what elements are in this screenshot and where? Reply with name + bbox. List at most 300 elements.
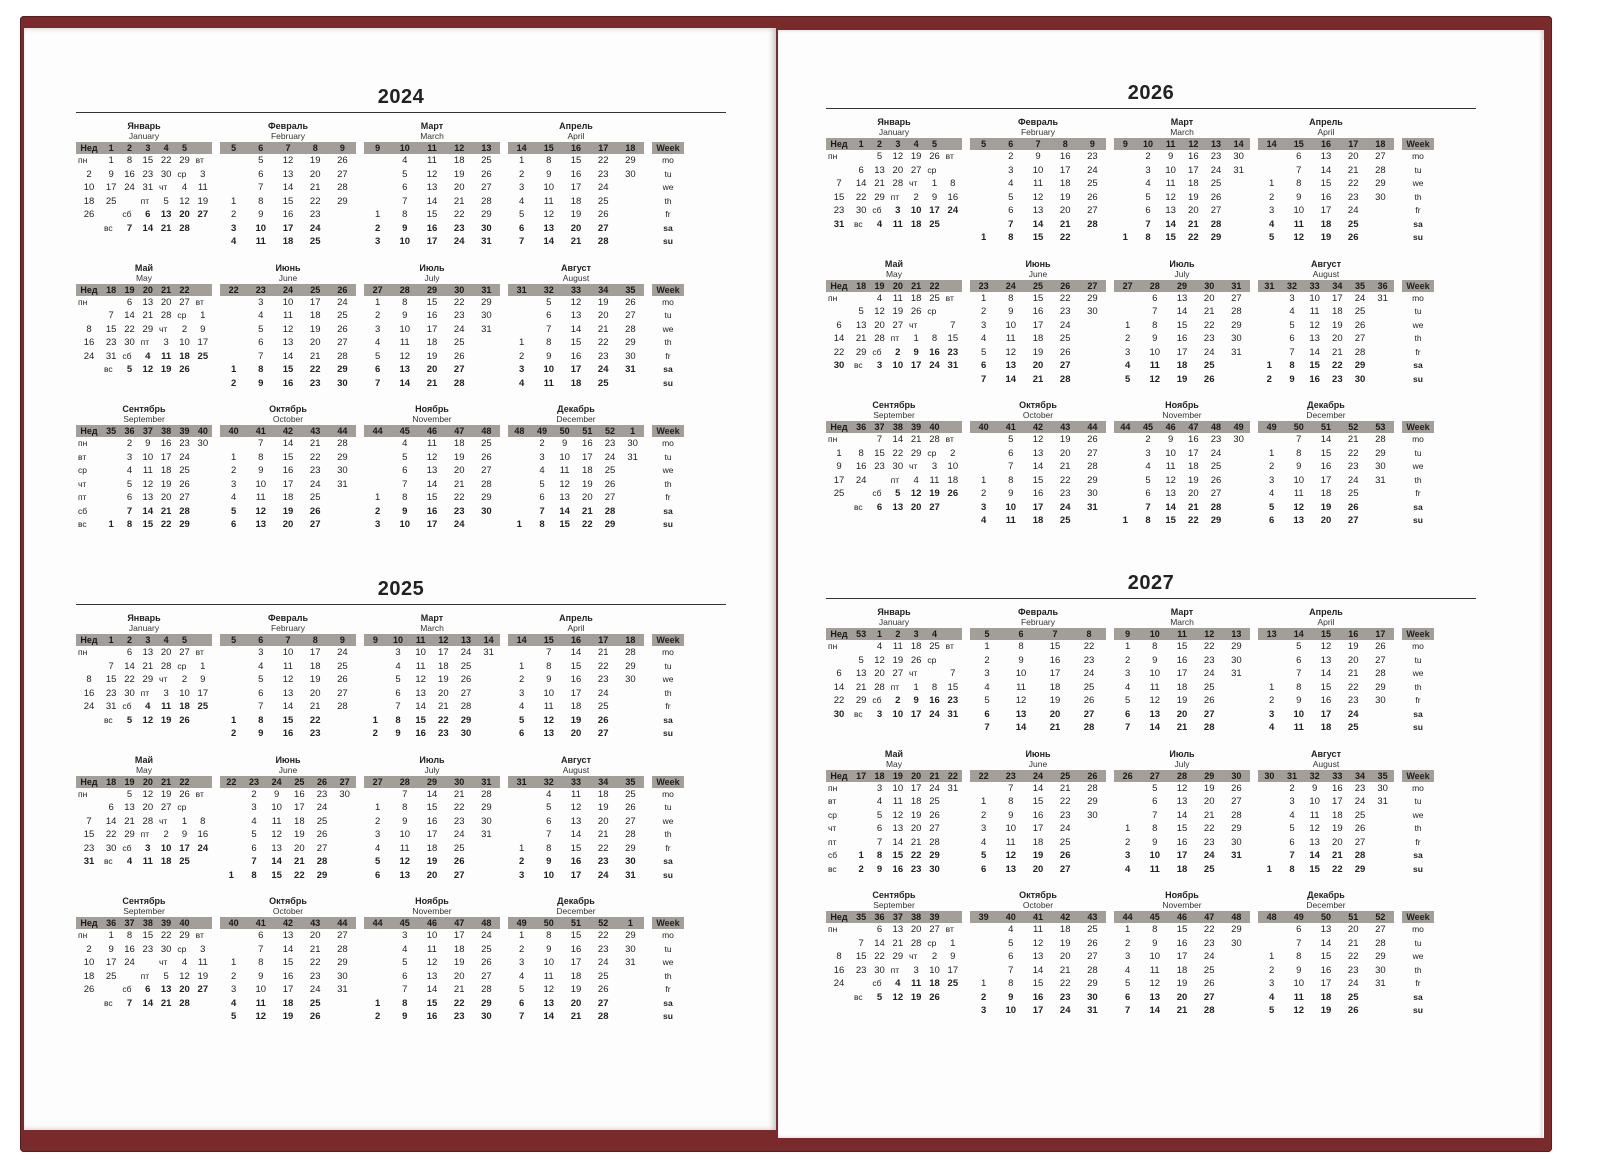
day-cell: 5 [251,829,257,840]
day-cell: 14 [1320,937,1332,949]
day-cell: 12 [1005,850,1017,861]
week-number: 52 [598,918,609,928]
week-number: 36 [1377,280,1388,291]
week-numbers-bar [1258,628,1394,640]
day-cell: 22 [438,714,449,726]
day-cell: 3 [395,647,401,658]
weekday-label-ru: вт [945,292,954,303]
day-cell: 21 [1188,218,1199,230]
week-number: 41 [1005,422,1016,432]
week-numbers-bar [826,138,962,150]
day-cell: 29 [337,195,348,207]
day-cell: 31 [481,829,492,840]
day-cell [1079,836,1106,850]
day-cell: 5 [876,809,883,821]
day-cell: 8 [86,674,92,685]
week-number: 25 [1032,280,1043,291]
day-cell: 17 [426,236,438,247]
day-cell: 11 [399,337,410,348]
day-grid [1114,923,1250,1018]
day-cell [473,350,500,364]
day-cell: 10 [1165,164,1176,176]
month-name-en: July [1174,268,1190,279]
day-cell: 6 [374,364,381,375]
weekday-label-en: tu [664,802,672,812]
day-cell: 6 [145,984,151,995]
day-cell: 31 [1231,668,1242,679]
day-cell: 30 [1231,654,1242,666]
week-numbers-bar [220,425,356,437]
day-cell: 10 [179,337,190,348]
day-cell: 9 [913,695,919,706]
day-grid [364,646,500,741]
day-cell: 24 [1203,346,1215,358]
week-label-ru: Нед [830,912,848,922]
day-cell: 26 [337,323,348,335]
day-cell: 31 [1087,501,1098,513]
day-cell: 23 [453,222,465,234]
day-cell: 17 [1176,951,1188,962]
day-cell: 10 [929,964,940,976]
day-cell: 29 [1375,178,1386,189]
day-cell [1367,721,1394,735]
day-cell: 15 [570,842,582,854]
week-number: 20 [142,284,153,295]
day-cell: 15 [1309,360,1320,371]
day-cell: 26 [1210,474,1222,486]
month-name-ru: Март [1170,607,1194,617]
weekday-label-ru: ср [828,809,837,820]
day-cell: 8 [1008,292,1014,304]
day-cell: 20 [309,168,321,180]
day-cell: 17 [1332,292,1343,304]
week-number: 9 [375,143,381,153]
year-title: 2024 [76,86,726,113]
day-cell: 29 [929,850,940,861]
month-name-ru: Сентябрь [872,400,916,410]
day-cell: 11 [1005,836,1016,848]
day-cell [944,218,962,232]
day-cell: 14 [124,660,135,672]
week-number: 22 [929,280,940,291]
day-cell: 9 [145,438,151,449]
month-march [1114,117,1250,245]
day-cell: 2 [1124,836,1131,848]
day-cell: 7 [402,788,408,800]
day-cell: 27 [1059,360,1071,371]
day-cell [194,714,212,728]
day-cell: 23 [142,168,154,180]
day-cell: 15 [105,674,117,685]
weekday-label-ru: пн [828,641,838,651]
day-cell: 13 [855,668,867,679]
week-number: 32 [543,776,554,787]
day-cell: 15 [570,660,582,672]
weekday-label-ru: вт [945,924,954,934]
day-cell: 11 [1149,360,1160,371]
day-cell: 12 [1293,232,1305,243]
day-cell: 26 [1087,191,1098,203]
weekday-label-ru: сб [872,695,882,705]
week-number: 49 [536,426,547,436]
week-number: 5 [231,635,237,645]
day-cell: 27 [1087,205,1098,216]
day-cell: 10 [1309,292,1320,304]
weekday-label-en: su [1413,1005,1423,1015]
week-number: 14 [1233,139,1244,149]
day-cell: 19 [910,809,922,821]
day-cell: 21 [1203,306,1215,317]
day-cell: 16 [929,695,940,706]
day-cell: 16 [1032,488,1044,499]
day-cell: 12 [543,984,555,995]
day-cell: 14 [282,701,294,712]
month-name-ru: Февраль [1018,117,1058,127]
day-cell: 2 [374,222,381,234]
week-number: 25 [1060,770,1071,781]
day-cell: 29 [460,714,472,726]
week-number: 52 [1375,912,1386,922]
week-column [1402,117,1434,245]
month-name-en: February [270,131,305,141]
day-cell: 21 [142,660,154,672]
day-grid [508,929,644,1024]
day-cell: 11 [1149,681,1160,693]
day-cell [852,433,870,447]
day-cell: 7 [1296,164,1302,176]
month-october [220,404,356,532]
day-cell: 19 [1059,937,1071,949]
day-cell: 29 [625,660,636,672]
day-cell [76,363,102,377]
month-name-ru: Апрель [559,613,593,623]
left-page [24,28,776,1130]
day-cell: 22 [597,842,609,854]
day-cell: 20 [1032,360,1044,371]
month-name-ru: Декабрь [1307,400,1345,410]
week-number: 39 [179,426,190,436]
day-cell: 21 [855,681,867,693]
day-cell: 31 [625,364,636,375]
week-number: 47 [454,918,465,928]
day-cell: 11 [1309,306,1320,317]
day-cell: 26 [1059,346,1071,358]
week-number: 35 [1377,770,1388,781]
day-cell: 4 [876,796,883,807]
day-cell [970,782,997,796]
week-number: 44 [1087,422,1098,432]
week-number: 40 [228,918,239,928]
day-cell: 7 [1152,809,1158,821]
day-cell [852,977,870,991]
day-cell: 26 [625,802,636,813]
weekday-label-en: su [663,519,673,529]
day-cell: 18 [910,796,922,807]
weekday-label-ru: ср [78,465,87,475]
day-cell: 4 [1124,964,1131,976]
day-cell: 23 [1203,836,1215,848]
day-cell: 24 [597,957,609,968]
day-cell: 1 [1266,863,1272,875]
day-cell: 30 [160,943,172,955]
day-cell: 23 [1083,654,1095,666]
day-cell: 2 [950,447,956,459]
day-cell: 1 [372,714,378,726]
day-cell: 1 [1266,360,1272,371]
day-cell: 10 [559,451,570,463]
week-number: 13 [481,143,492,153]
day-cell: 24 [1354,292,1366,304]
day-cell: 22 [309,195,321,207]
day-cell [333,828,356,842]
day-cell: 21 [309,182,321,193]
day-cell: 28 [1231,809,1242,821]
day-cell: 20 [1347,151,1359,162]
day-cell: 11 [255,492,266,503]
day-cell: 15 [142,155,154,166]
day-cell: 16 [570,943,582,955]
weekday-label-en: mo [662,296,674,307]
day-cell: 26 [179,714,190,726]
day-cell: 20 [1059,951,1071,962]
day-cell: 17 [1176,668,1188,679]
day-cell: 29 [892,951,904,962]
day-cell: 28 [1231,306,1242,317]
day-cell [617,195,644,209]
week-number: 22 [228,284,239,295]
day-cell: 25 [337,310,348,321]
day-cell [333,842,356,856]
day-cell: 8 [1289,863,1295,875]
day-cell: 19 [1176,695,1188,706]
day-grid [76,929,212,1010]
day-cell: 27 [460,687,472,699]
day-cell: 26 [1347,1005,1359,1016]
day-cell: 24 [1203,668,1215,679]
day-cell: 24 [929,782,940,794]
week-number: 47 [1188,422,1199,432]
day-cell: 8 [258,714,264,726]
day-cell [329,491,356,505]
day-cell: 19 [426,856,438,867]
day-grid [1258,292,1394,387]
day-cell: 30 [1087,809,1098,821]
day-cell: 12 [255,1011,267,1022]
day-cell: 6 [539,492,545,503]
day-cell: 20 [160,647,172,658]
day-cell: 2 [1145,434,1151,445]
weekday-label-ru: пн [828,434,838,444]
day-cell: 4 [402,438,408,449]
day-cell: 1 [230,451,237,463]
day-cell: 29 [481,802,492,813]
day-grid [220,296,356,391]
day-cell: 14 [105,815,117,827]
week-number: 22 [226,776,237,787]
day-cell: 12 [415,674,426,685]
day-cell [508,451,531,465]
weekday-label-ru: вс [104,364,113,374]
day-cell [220,154,247,168]
day-cell [508,815,535,829]
day-cell [76,660,102,674]
day-cell: 27 [481,465,492,476]
day-grid [1114,150,1250,245]
month-name-ru: Февраль [1018,607,1058,617]
month-name-ru: Май [884,748,904,759]
day-cell: 14 [1309,346,1320,358]
day-cell: 7 [1008,782,1014,794]
day-cell: 29 [625,155,636,166]
month-name-ru: Май [134,754,154,765]
day-cell: 3 [518,957,525,968]
day-cell: 18 [294,815,305,827]
day-cell [1079,332,1106,346]
day-cell: 6 [836,668,842,679]
day-cell: 25 [1203,964,1215,976]
day-cell: 21 [309,438,321,449]
day-cell: 20 [874,319,885,331]
week-number: 42 [1060,912,1071,922]
week-number: 46 [426,426,437,436]
month-september [826,890,962,1018]
week-number: 11 [1165,139,1176,149]
day-cell: 28 [337,701,348,712]
day-cell: 11 [283,660,293,672]
day-cell: 14 [1320,164,1332,176]
day-cell: 27 [604,492,616,503]
day-cell [970,433,997,447]
day-cell: 21 [570,1011,582,1022]
day-grid [1114,292,1250,387]
day-cell: 3 [518,364,525,375]
week-number: 22 [179,776,190,787]
day-cell: 3 [200,168,206,180]
week-label: Week [652,425,684,437]
day-cell: 3 [374,323,381,335]
day-cell: 11 [255,236,266,247]
day-cell: 11 [1033,924,1043,935]
day-cell: 30 [1231,937,1242,949]
day-cell: 19 [1188,191,1199,203]
day-cell: 6 [980,863,987,875]
day-cell: 15 [1176,641,1188,652]
month-december [1258,400,1394,528]
day-cell: 20 [582,492,593,503]
week-number: 30 [454,776,465,787]
day-cell: 28 [874,681,885,693]
month-name-ru: Май [884,258,904,269]
day-cell: 15 [1049,641,1061,652]
day-cell: 31 [1231,850,1242,861]
day-cell: 30 [124,337,135,348]
day-cell: 3 [200,943,206,955]
month-name-ru: Декабрь [1307,890,1345,900]
day-cell: 10 [415,647,426,658]
day-cell: 12 [1032,191,1044,203]
day-cell: 6 [518,728,525,739]
day-cell [1258,150,1285,164]
day-cell: 24 [309,222,321,234]
week-column [1402,890,1434,1018]
day-cell: 5 [163,195,169,207]
day-cell: 27 [1375,924,1386,935]
day-cell: 14 [1176,306,1188,317]
week-numbers-bar [1114,421,1250,433]
day-cell: 31 [142,182,154,193]
day-cell: 8 [876,850,883,861]
month-name-en: October [1022,410,1054,420]
day-cell: 18 [426,842,438,854]
day-cell: 17 [282,222,294,234]
day-cell: 9 [402,505,408,517]
day-cell: 13 [399,869,411,881]
day-cell: 18 [1059,178,1071,189]
day-cell: 2 [895,695,901,706]
day-cell [1258,667,1285,681]
day-cell: 5 [1124,978,1131,989]
weekday-label-en: sa [1413,991,1423,1002]
day-cell: 19 [309,155,321,166]
day-cell: 10 [1149,346,1161,358]
day-cell: 18 [282,236,294,247]
month-name-ru: Август [561,262,591,273]
day-cell: 21 [453,195,465,207]
day-cell: 30 [1087,488,1098,499]
day-cell: 14 [1149,722,1161,733]
day-cell: 13 [124,802,135,813]
day-cell: 26 [1087,434,1098,445]
day-cell: 15 [1032,292,1044,304]
day-cell: 2 [1268,695,1275,706]
month-name-en: May [885,268,903,279]
day-cell: 4 [1289,809,1295,821]
day-cell: 17 [1176,850,1188,861]
day-cell: 9 [402,815,408,827]
day-cell: 28 [337,182,348,193]
day-cell: 28 [625,829,636,840]
month-name-ru: Июль [419,262,445,273]
day-cell: 16 [426,815,438,827]
day-cell [220,788,243,802]
day-cell: 19 [1188,474,1199,486]
day-cell: 13 [1032,447,1044,459]
day-cell: 9 [1152,937,1158,949]
day-cell: 24 [597,687,609,699]
day-cell: 14 [559,505,570,517]
day-cell [621,491,644,505]
day-cell: 15 [947,681,959,693]
day-cell: 29 [1231,319,1242,331]
weekday-label-ru: пн [78,155,88,165]
day-cell: 19 [309,674,321,685]
week-number: 16 [570,635,581,645]
day-cell [220,828,243,842]
month-july [364,755,500,883]
day-cell: 1 [913,681,919,693]
day-cell [508,478,531,492]
weekday-label-en: th [664,478,672,489]
month-october [970,890,1106,1018]
day-cell: 29 [179,930,190,941]
day-cell [852,836,870,850]
day-cell: 5 [1268,1005,1275,1016]
day-cell: 2 [518,350,525,362]
week-number: 49 [1293,912,1304,922]
day-cell: 24 [1210,164,1222,176]
day-cell: 7 [1289,850,1295,861]
day-cell [1258,849,1281,863]
